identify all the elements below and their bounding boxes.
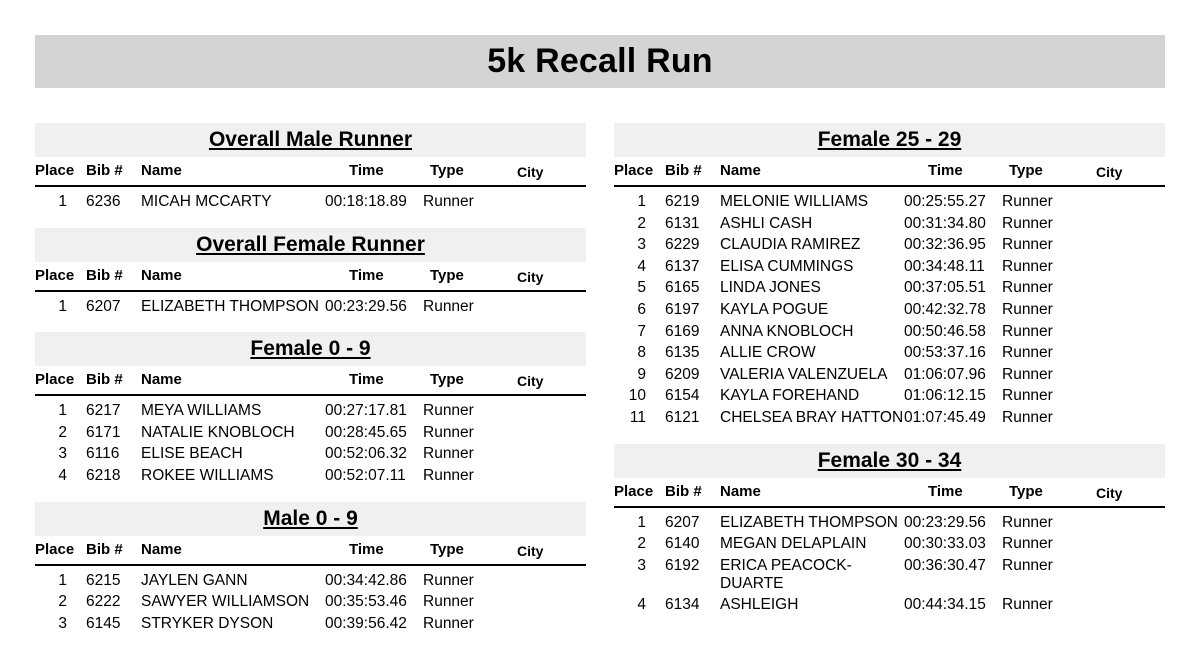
cell-place: 4 — [58, 466, 67, 484]
cell-time: 01:06:07.96 — [904, 365, 986, 383]
section-title: Female 25 - 29 — [817, 128, 962, 151]
cell-name: ASHLI CASH — [720, 214, 813, 232]
cell-time: 00:50:46.58 — [904, 322, 986, 340]
header-bib: Bib # — [665, 162, 702, 179]
table-row — [35, 442, 586, 464]
cell-name: ELIZABETH THOMPSON — [141, 297, 319, 315]
header-place: Place — [614, 162, 654, 179]
section-title-bar — [35, 502, 586, 536]
cell-time: 00:35:53.46 — [325, 593, 407, 611]
section-title: Overall Male Runner — [208, 128, 413, 151]
header-type: Type — [1009, 482, 1043, 500]
cell-place: 11 — [629, 408, 646, 426]
table-row — [35, 612, 586, 634]
header-type: Type — [430, 371, 464, 389]
cell-time: 00:30:33.03 — [904, 535, 986, 553]
cell-name: ELISE BEACH — [141, 445, 243, 463]
cell-time: 00:31:34.80 — [904, 214, 986, 232]
column-header-row — [35, 262, 586, 292]
header-name: Name — [141, 162, 182, 179]
cell-name: LINDA JONES — [720, 279, 821, 297]
cell-place: 6 — [637, 300, 646, 318]
cell-place: 1 — [637, 193, 646, 210]
cell-place: 3 — [58, 445, 67, 463]
header-time: Time — [349, 162, 384, 179]
cell-type: Runner — [1002, 513, 1053, 531]
table-row — [614, 341, 1165, 363]
cell-type: Runner — [1002, 365, 1053, 383]
cell-type: Runner — [1002, 556, 1053, 574]
cell-time: 00:23:29.56 — [325, 297, 407, 315]
table-row — [35, 295, 586, 317]
cell-place: 4 — [637, 257, 646, 275]
table-row — [614, 212, 1165, 234]
cell-time: 00:34:42.86 — [325, 571, 407, 589]
cell-type: Runner — [423, 297, 474, 315]
header-bib: Bib # — [86, 540, 123, 558]
header-city: City — [517, 542, 544, 559]
cell-time: 00:25:55.27 — [904, 193, 986, 210]
cell-bib: 6236 — [86, 193, 121, 210]
table-row — [35, 590, 586, 612]
header-time: Time — [928, 162, 963, 179]
section-title-bar — [614, 444, 1165, 478]
column-header-row — [35, 366, 586, 396]
cell-name: SAWYER WILLIAMSON — [141, 593, 310, 611]
results-section-female-30-34 — [614, 444, 1165, 615]
table-row — [614, 406, 1165, 428]
cell-name: CHELSEA BRAY HATTON — [720, 408, 904, 426]
cell-place: 1 — [58, 571, 67, 589]
results-section-female-25-29 — [614, 123, 1165, 428]
cell-time: 00:27:17.81 — [325, 402, 407, 420]
cell-type: Runner — [423, 445, 474, 463]
cell-name: ELISA CUMMINGS — [720, 257, 854, 275]
cell-type: Runner — [423, 614, 474, 632]
column-header-row — [35, 536, 586, 566]
cell-time: 00:37:05.51 — [904, 279, 986, 297]
cell-bib: 6215 — [86, 571, 121, 589]
page-title: 5k Recall Run — [487, 42, 713, 80]
cell-time: 00:36:30.47 — [904, 556, 986, 574]
section-title: Male 0 - 9 — [263, 506, 358, 530]
header-time: Time — [349, 371, 384, 389]
header-place: Place — [35, 371, 75, 389]
cell-type: Runner — [1002, 344, 1053, 362]
cell-place: 1 — [58, 297, 67, 315]
header-city: City — [517, 268, 544, 285]
table-row — [614, 233, 1165, 255]
cell-name: KAYLA FOREHAND — [720, 387, 860, 405]
right-column — [614, 123, 1165, 631]
header-bib: Bib # — [665, 482, 702, 500]
header-bib: Bib # — [86, 162, 123, 179]
header-city: City — [517, 164, 544, 180]
cell-place: 10 — [628, 387, 646, 405]
table-row — [614, 276, 1165, 298]
cell-place: 2 — [637, 214, 646, 232]
header-city: City — [1096, 164, 1123, 180]
cell-type: Runner — [1002, 387, 1053, 405]
cell-type: Runner — [423, 193, 474, 210]
cell-time: 00:52:06.32 — [325, 445, 407, 463]
cell-time: 00:44:34.15 — [904, 596, 986, 614]
header-bib: Bib # — [86, 371, 123, 389]
cell-bib: 6135 — [665, 344, 700, 362]
header-name: Name — [141, 371, 182, 389]
section-title: Overall Female Runner — [196, 232, 425, 256]
header-name: Name — [141, 266, 182, 284]
results-rows — [35, 187, 586, 212]
table-row — [614, 384, 1165, 406]
cell-name: ELIZABETH THOMPSON — [720, 513, 898, 531]
cell-time: 00:52:07.11 — [325, 466, 406, 484]
header-type: Type — [430, 266, 464, 284]
cell-bib: 6207 — [665, 513, 700, 531]
title-banner — [35, 35, 1165, 88]
cell-name: ASHLEIGH — [720, 596, 799, 614]
cell-type: Runner — [1002, 300, 1053, 318]
header-place: Place — [35, 540, 75, 558]
section-title: Female 30 - 34 — [817, 448, 962, 472]
results-section-overall-male-runner — [35, 123, 586, 212]
cell-bib: 6197 — [665, 300, 700, 318]
table-row — [35, 421, 586, 443]
section-title-bar — [35, 228, 586, 262]
cell-name: ANNA KNOBLOCH — [720, 322, 854, 340]
cell-bib: 6217 — [86, 402, 121, 420]
results-rows — [35, 292, 586, 317]
cell-bib: 6229 — [665, 236, 700, 254]
cell-time: 00:32:36.95 — [904, 236, 986, 254]
cell-type: Runner — [1002, 214, 1053, 232]
cell-bib: 6154 — [665, 387, 700, 405]
cell-bib: 6145 — [86, 614, 121, 632]
cell-bib: 6140 — [665, 535, 700, 553]
cell-place: 4 — [637, 596, 646, 614]
results-rows — [35, 566, 586, 634]
cell-name: NATALIE KNOBLOCH — [141, 423, 295, 441]
section-title-bar — [35, 332, 586, 366]
header-time: Time — [928, 482, 963, 500]
cell-type: Runner — [1002, 322, 1053, 340]
cell-time: 00:18:18.89 — [325, 193, 407, 210]
cell-name: MICAH MCCARTY — [141, 193, 272, 210]
cell-place: 3 — [58, 614, 67, 632]
results-section-overall-female-runner — [35, 228, 586, 317]
results-rows — [35, 396, 586, 485]
cell-type: Runner — [1002, 193, 1053, 210]
cell-type: Runner — [423, 571, 474, 589]
cell-name: CLAUDIA RAMIREZ — [720, 236, 861, 254]
cell-name: MELONIE WILLIAMS — [720, 193, 869, 210]
column-header-row — [35, 157, 586, 187]
cell-time: 00:39:56.42 — [325, 614, 407, 632]
cell-type: Runner — [423, 423, 474, 441]
cell-bib: 6169 — [665, 322, 700, 340]
section-title: Female 0 - 9 — [250, 337, 371, 361]
table-row — [35, 569, 586, 591]
cell-type: Runner — [423, 402, 474, 420]
cell-time: 00:23:29.56 — [904, 513, 986, 531]
cell-bib: 6218 — [86, 466, 121, 484]
results-section-male-0-9 — [35, 502, 586, 634]
cell-bib: 6171 — [86, 423, 121, 441]
cell-type: Runner — [1002, 408, 1053, 426]
table-row — [35, 464, 586, 486]
table-row — [614, 320, 1165, 342]
cell-place: 1 — [58, 402, 67, 420]
header-type: Type — [430, 162, 464, 179]
cell-bib: 6207 — [86, 297, 121, 315]
cell-place: 1 — [637, 513, 646, 531]
cell-type: Runner — [423, 466, 474, 484]
cell-type: Runner — [1002, 236, 1053, 254]
cell-bib: 6137 — [665, 257, 700, 275]
cell-name: MEYA WILLIAMS — [141, 402, 262, 420]
cell-place: 7 — [637, 322, 646, 340]
cell-name: JAYLEN GANN — [141, 571, 248, 589]
cell-place: 5 — [637, 279, 646, 297]
section-title-bar — [614, 123, 1165, 157]
header-city: City — [517, 373, 544, 390]
cell-time: 00:53:37.16 — [904, 344, 986, 362]
cell-bib: 6209 — [665, 365, 700, 383]
header-name: Name — [720, 162, 761, 179]
cell-place: 1 — [58, 193, 67, 210]
cell-type: Runner — [1002, 596, 1053, 614]
cell-time: 01:06:12.15 — [904, 387, 986, 405]
header-name: Name — [720, 482, 761, 500]
table-row — [614, 554, 1165, 594]
section-title-bar — [35, 123, 586, 157]
column-header-row — [614, 478, 1165, 508]
left-column — [35, 123, 586, 649]
table-row — [614, 511, 1165, 533]
cell-place: 3 — [637, 556, 646, 574]
cell-name: STRYKER DYSON — [141, 614, 274, 632]
cell-name: MEGAN DELAPLAIN — [720, 535, 867, 553]
cell-type: Runner — [1002, 535, 1053, 553]
cell-place: 9 — [637, 365, 646, 383]
cell-name: VALERIA VALENZUELA — [720, 365, 888, 383]
cell-time: 00:34:48.11 — [904, 257, 985, 275]
table-row — [35, 190, 586, 212]
header-place: Place — [35, 162, 75, 179]
header-time: Time — [349, 540, 384, 558]
header-type: Type — [430, 540, 464, 558]
cell-bib: 6116 — [86, 445, 120, 463]
cell-type: Runner — [1002, 279, 1053, 297]
cell-name: ALLIE CROW — [720, 344, 816, 362]
cell-name: ERICA PEACOCK-DUARTE — [720, 556, 852, 592]
cell-bib: 6134 — [665, 596, 700, 614]
cell-place: 2 — [58, 423, 67, 441]
table-row — [614, 363, 1165, 385]
header-place: Place — [614, 482, 654, 500]
header-place: Place — [35, 266, 75, 284]
cell-bib: 6165 — [665, 279, 700, 297]
table-row — [614, 532, 1165, 554]
cell-place: 8 — [637, 344, 646, 362]
cell-time: 00:42:32.78 — [904, 300, 986, 318]
cell-type: Runner — [1002, 257, 1053, 275]
cell-name: ROKEE WILLIAMS — [141, 466, 274, 484]
results-rows — [614, 187, 1165, 428]
cell-type: Runner — [423, 593, 474, 611]
cell-bib: 6131 — [665, 214, 700, 232]
cell-bib: 6192 — [665, 556, 700, 574]
cell-time: 00:28:45.65 — [325, 423, 407, 441]
cell-time: 01:07:45.49 — [904, 408, 986, 426]
header-bib: Bib # — [86, 266, 123, 284]
header-time: Time — [349, 266, 384, 284]
header-type: Type — [1009, 162, 1043, 179]
table-row — [614, 298, 1165, 320]
table-row — [614, 255, 1165, 277]
cell-place: 3 — [637, 236, 646, 254]
cell-place: 2 — [58, 593, 67, 611]
cell-bib: 6219 — [665, 193, 700, 210]
cell-bib: 6222 — [86, 593, 121, 611]
column-header-row — [614, 157, 1165, 187]
results-section-female-0-9 — [35, 332, 586, 485]
results-rows — [614, 508, 1165, 615]
header-city: City — [1096, 484, 1123, 501]
table-row — [614, 190, 1165, 212]
header-name: Name — [141, 540, 182, 558]
cell-place: 2 — [637, 535, 646, 553]
cell-name: KAYLA POGUE — [720, 300, 829, 318]
table-row — [35, 399, 586, 421]
table-row — [614, 593, 1165, 615]
cell-bib: 6121 — [665, 408, 700, 426]
